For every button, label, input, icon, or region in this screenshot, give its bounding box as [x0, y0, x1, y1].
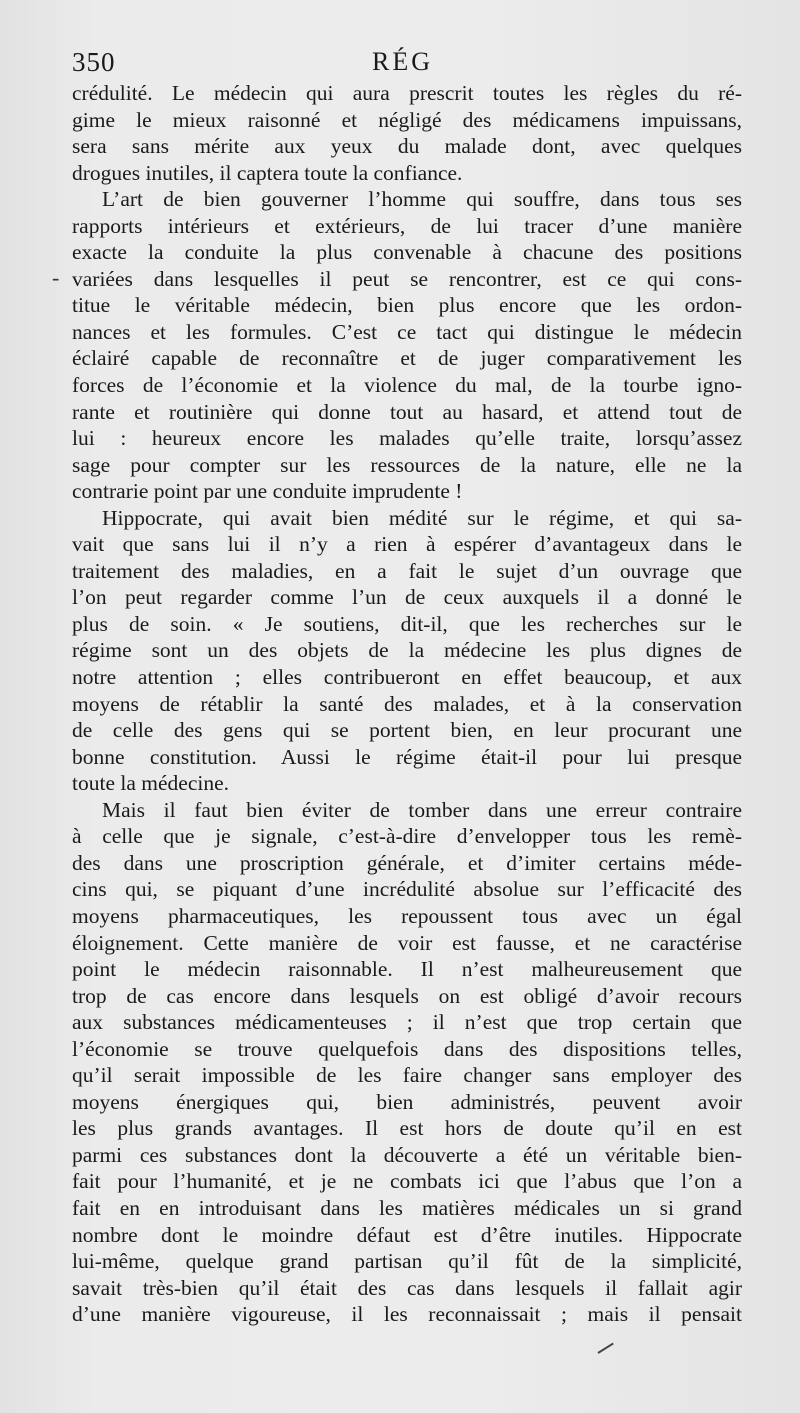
text-line: moyens de rétablir la santé des malades, et à la conservation	[72, 691, 742, 716]
page-number: 350	[72, 47, 116, 77]
text-line: les plus grands avantages. Il est hors de doute qu’il en est	[72, 1116, 742, 1141]
text-line: nombre dont le moindre défaut est d’être inutiles. Hippocrate	[72, 1222, 742, 1247]
text-line: bonne constitution. Aussi le régime était-il pour lui presque	[72, 744, 742, 769]
body-text	[72, 80, 742, 1328]
running-head: RÉG	[372, 47, 433, 76]
text-line: exacte la conduite la plus convenable à chacune des positions	[72, 240, 742, 265]
text-line: traitement des maladies, en a fait le sujet d’un ouvrage que	[72, 558, 742, 583]
text-line: à celle que je signale, c’est-à-dire d’envelopper tous les remè-	[72, 824, 742, 849]
text-line: l’économie se trouve quelquefois dans des dispositions telles,	[72, 1036, 742, 1061]
text-line: Hippocrate, qui avait bien médité sur le régime, et qui sa-	[102, 505, 742, 530]
page-header	[72, 46, 752, 78]
text-line: notre attention ; elles contribueront en effet beaucoup, et aux	[72, 665, 742, 690]
text-line: lui : heureux encore les malades qu’elle traite, lorsqu’assez	[72, 426, 742, 451]
text-line: éloignement. Cette manière de voir est fausse, et ne caractérise	[72, 930, 742, 955]
text-line: fait pour l’humanité, et je ne combats ici que l’abus que l’on a	[72, 1169, 742, 1194]
margin-dash-mark: -	[52, 265, 60, 290]
text-line: régime sont un des objets de la médecine les plus dignes de	[72, 638, 742, 663]
text-line: forces de l’économie et la violence du mal, de la tourbe igno-	[72, 373, 742, 398]
text-line: sage pour compter sur les ressources de la nature, elle ne la	[72, 452, 742, 477]
text-line: lui-même, quelque grand partisan qu’il fût de la simplicité,	[72, 1249, 742, 1274]
text-line: gime le mieux raisonné et négligé des médicamens impuissans,	[72, 107, 742, 132]
text-line: rapports intérieurs et extérieurs, de lui tracer d’une manière	[72, 213, 742, 238]
text-line: parmi ces substances dont la découverte a été un véritable bien-	[72, 1142, 742, 1167]
text-line: vait que sans lui il n’y a rien à espérer d’avantageux dans le	[72, 532, 742, 557]
text-line: contrarie point par une conduite imprudente !	[72, 479, 463, 504]
text-line: de celle des gens qui se portent bien, en leur procurant une	[72, 718, 742, 743]
text-line: titue le véritable médecin, bien plus encore que les ordon-	[72, 293, 742, 318]
text-line: éclairé capable de reconnaître et de juger comparativement les	[72, 346, 742, 371]
text-line: trop de cas encore dans lesquels on est obligé d’avoir recours	[72, 983, 742, 1008]
text-line: fait en en introduisant dans les matières médicales un si grand	[72, 1195, 742, 1220]
margin-slash-mark	[597, 1343, 613, 1354]
text-line: point le médecin raisonnable. Il n’est malheureusement que	[72, 957, 742, 982]
text-line: sera sans mérite aux yeux du malade dont, avec quelques	[72, 134, 742, 159]
text-line: savait très-bien qu’il était des cas dans lesquels il fallait agir	[72, 1275, 742, 1300]
text-line: crédulité. Le médecin qui aura prescrit toutes les règles du ré-	[72, 81, 742, 105]
text-line: nances et les formules. C’est ce tact qui distingue le médecin	[72, 319, 742, 344]
text-line: cins qui, se piquant d’une incrédulité absolue sur l’efficacité des	[72, 877, 742, 902]
text-line: l’on peut regarder comme l’un de ceux auxquels il a donné le	[72, 585, 742, 610]
text-line: qu’il serait impossible de les faire changer sans employer des	[72, 1063, 742, 1088]
text-line: drogues inutiles, il captera toute la confiance.	[72, 160, 463, 185]
text-line: rante et routinière qui donne tout au hasard, et attend tout de	[72, 399, 742, 424]
text-line: aux substances médicamenteuses ; il n’est que trop certain que	[72, 1010, 742, 1035]
text-line: toute la médecine.	[72, 771, 229, 796]
text-line: d’une manière vigoureuse, il les reconnaissait ; mais il pensait	[72, 1302, 742, 1327]
text-line: Mais il faut bien éviter de tomber dans une erreur contraire	[102, 797, 742, 822]
text-line: plus de soin. « Je soutiens, dit-il, que les recherches sur le	[72, 611, 742, 636]
text-line: moyens pharmaceutiques, les repoussent tous avec un égal	[72, 903, 742, 928]
text-line: des dans une proscription générale, et d’imiter certains méde-	[72, 850, 742, 875]
text-line: L’art de bien gouverner l’homme qui souffre, dans tous ses	[102, 187, 742, 212]
text-line: moyens énergiques qui, bien administrés, peuvent avoir	[72, 1089, 742, 1114]
text-line: variées dans lesquelles il peut se rencontrer, est ce qui cons-	[72, 266, 742, 291]
